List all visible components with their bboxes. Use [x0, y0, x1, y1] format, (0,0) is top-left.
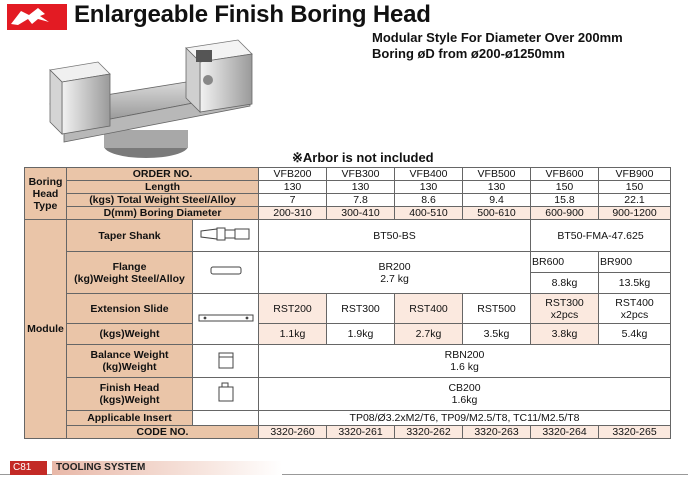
diameter-cell: 400-510: [395, 207, 463, 220]
page-number: C81: [10, 461, 47, 475]
taper-shank-label: Taper Shank: [67, 220, 193, 252]
flange-icon: [193, 252, 259, 294]
diameter-cell: 600-900: [531, 207, 599, 220]
applicable-insert-label: Applicable Insert: [67, 411, 193, 426]
flange-br600-code: BR600: [531, 252, 599, 273]
balance-label-line1: Balance Weight: [90, 349, 169, 361]
length-cell: 150: [599, 181, 671, 194]
length-cell: 130: [327, 181, 395, 194]
weight-cell: 7.8: [327, 194, 395, 207]
length-cell: 150: [531, 181, 599, 194]
order-no-label: ORDER NO.: [67, 168, 259, 181]
extension-code-cell: [327, 294, 395, 324]
extension-code-cell: [259, 294, 327, 324]
extension-weight-cell: 1.1kg: [259, 324, 327, 345]
extension-code: RST400: [615, 296, 654, 309]
length-cell: 130: [395, 181, 463, 194]
page-title: Enlargeable Finish Boring Head: [74, 1, 431, 28]
taper-shank-bt50-fma: BT50-FMA-47.625: [531, 220, 671, 252]
code-no-cell: 3320-261: [327, 426, 395, 439]
finish-head-label-line2: (kgs)Weight: [99, 394, 160, 406]
subtitle-line-2: Boring øD from ø200-ø1250mm: [372, 46, 565, 61]
code-no-cell: 3320-264: [531, 426, 599, 439]
extension-weight-cell: 3.8kg: [531, 324, 599, 345]
section-title: TOOLING SYSTEM: [52, 461, 282, 475]
diameter-cell: 300-410: [327, 207, 395, 220]
balance-weight-label: [67, 345, 193, 378]
balance-weight-icon: [193, 345, 259, 378]
taper-shank-bt50-bs: BT50-BS: [259, 220, 531, 252]
spec-table: [24, 167, 671, 439]
boring-head-type-label: Boring Head Type: [25, 168, 67, 220]
extension-slide-label: Extension Slide: [67, 294, 193, 324]
brand-logo: [7, 4, 67, 30]
module-label: Module: [25, 220, 67, 439]
extension-weight-cell: 5.4kg: [599, 324, 671, 345]
finish-head-label-line1: Finish Head: [99, 382, 160, 394]
flange-label: [67, 252, 193, 294]
code-no-cell: 3320-265: [599, 426, 671, 439]
weight-cell: 15.8: [531, 194, 599, 207]
flange-label-line1: Flange: [112, 260, 147, 273]
diameter-cell: 500-610: [463, 207, 531, 220]
extension-code: RST200: [273, 302, 312, 315]
extension-code-cell: [463, 294, 531, 324]
extension-code-cell: [531, 294, 599, 324]
finish-head-weight: 1.6kg: [451, 394, 478, 406]
flange-br900-weight: 13.5kg: [599, 273, 671, 294]
balance-label-line2: (kg)Weight: [102, 361, 157, 373]
flange-br200: [259, 252, 531, 294]
flange-br600-weight: 8.8kg: [531, 273, 599, 294]
taper-shank-icon: [193, 220, 259, 252]
arbor-note: ※Arbor is not included: [292, 150, 434, 165]
order-no-cell: VFB900: [599, 168, 671, 181]
extension-code-cell: [395, 294, 463, 324]
finish-head-value: [259, 378, 671, 411]
extension-code: RST300: [545, 296, 584, 309]
page-footer: [0, 461, 688, 475]
flange-br900-code: BR900: [599, 252, 671, 273]
extension-weight-label: (kgs)Weight: [67, 324, 193, 345]
code-no-cell: 3320-263: [463, 426, 531, 439]
finish-head-icon: [193, 378, 259, 411]
extension-weight-cell: 1.9kg: [327, 324, 395, 345]
extension-code-cell: [599, 294, 671, 324]
finish-head-code: CB200: [448, 382, 481, 394]
balance-code: RBN200: [444, 349, 485, 361]
extension-code: RST400: [409, 302, 448, 315]
total-weight-label: (kgs) Total Weight Steel/Alloy: [67, 194, 259, 207]
extension-qty: x2pcs: [620, 308, 649, 321]
extension-slide-icon: [193, 294, 259, 345]
balance-weight-value: [259, 345, 671, 378]
weight-cell: 7: [259, 194, 327, 207]
order-no-cell: VFB200: [259, 168, 327, 181]
extension-weight-cell: 2.7kg: [395, 324, 463, 345]
weight-cell: 9.4: [463, 194, 531, 207]
order-no-cell: VFB500: [463, 168, 531, 181]
flange-label-line2: (kg)Weight Steel/Alloy: [74, 272, 185, 285]
insert-icon-cell: [193, 411, 259, 426]
code-no-cell: 3320-260: [259, 426, 327, 439]
weight-cell: 8.6: [395, 194, 463, 207]
length-cell: 130: [463, 181, 531, 194]
applicable-insert-value: TP08/Ø3.2xM2/T6, TP09/M2.5/T8, TC11/M2.5/T8: [259, 411, 671, 426]
diameter-cell: 900-1200: [599, 207, 671, 220]
code-no-cell: 3320-262: [395, 426, 463, 439]
flange-br200-code: BR200: [378, 260, 411, 273]
weight-cell: 22.1: [599, 194, 671, 207]
code-no-label: CODE NO.: [67, 426, 259, 439]
extension-weight-cell: 3.5kg: [463, 324, 531, 345]
length-label: Length: [67, 181, 259, 194]
extension-code: RST500: [477, 302, 516, 315]
length-cell: 130: [259, 181, 327, 194]
boring-diameter-label: D(mm) Boring Diameter: [67, 207, 259, 220]
balance-weight: 1.6 kg: [450, 361, 479, 373]
order-no-cell: VFB300: [327, 168, 395, 181]
extension-qty: x2pcs: [550, 308, 579, 321]
finish-head-label: [67, 378, 193, 411]
order-no-cell: VFB600: [531, 168, 599, 181]
subtitle-line-1: Modular Style For Diameter Over 200mm: [372, 30, 623, 45]
extension-code: RST300: [341, 302, 380, 315]
boring-head-product-image: [38, 34, 278, 166]
diameter-cell: 200-310: [259, 207, 327, 220]
flange-br200-weight: 2.7 kg: [380, 272, 409, 285]
order-no-cell: VFB400: [395, 168, 463, 181]
